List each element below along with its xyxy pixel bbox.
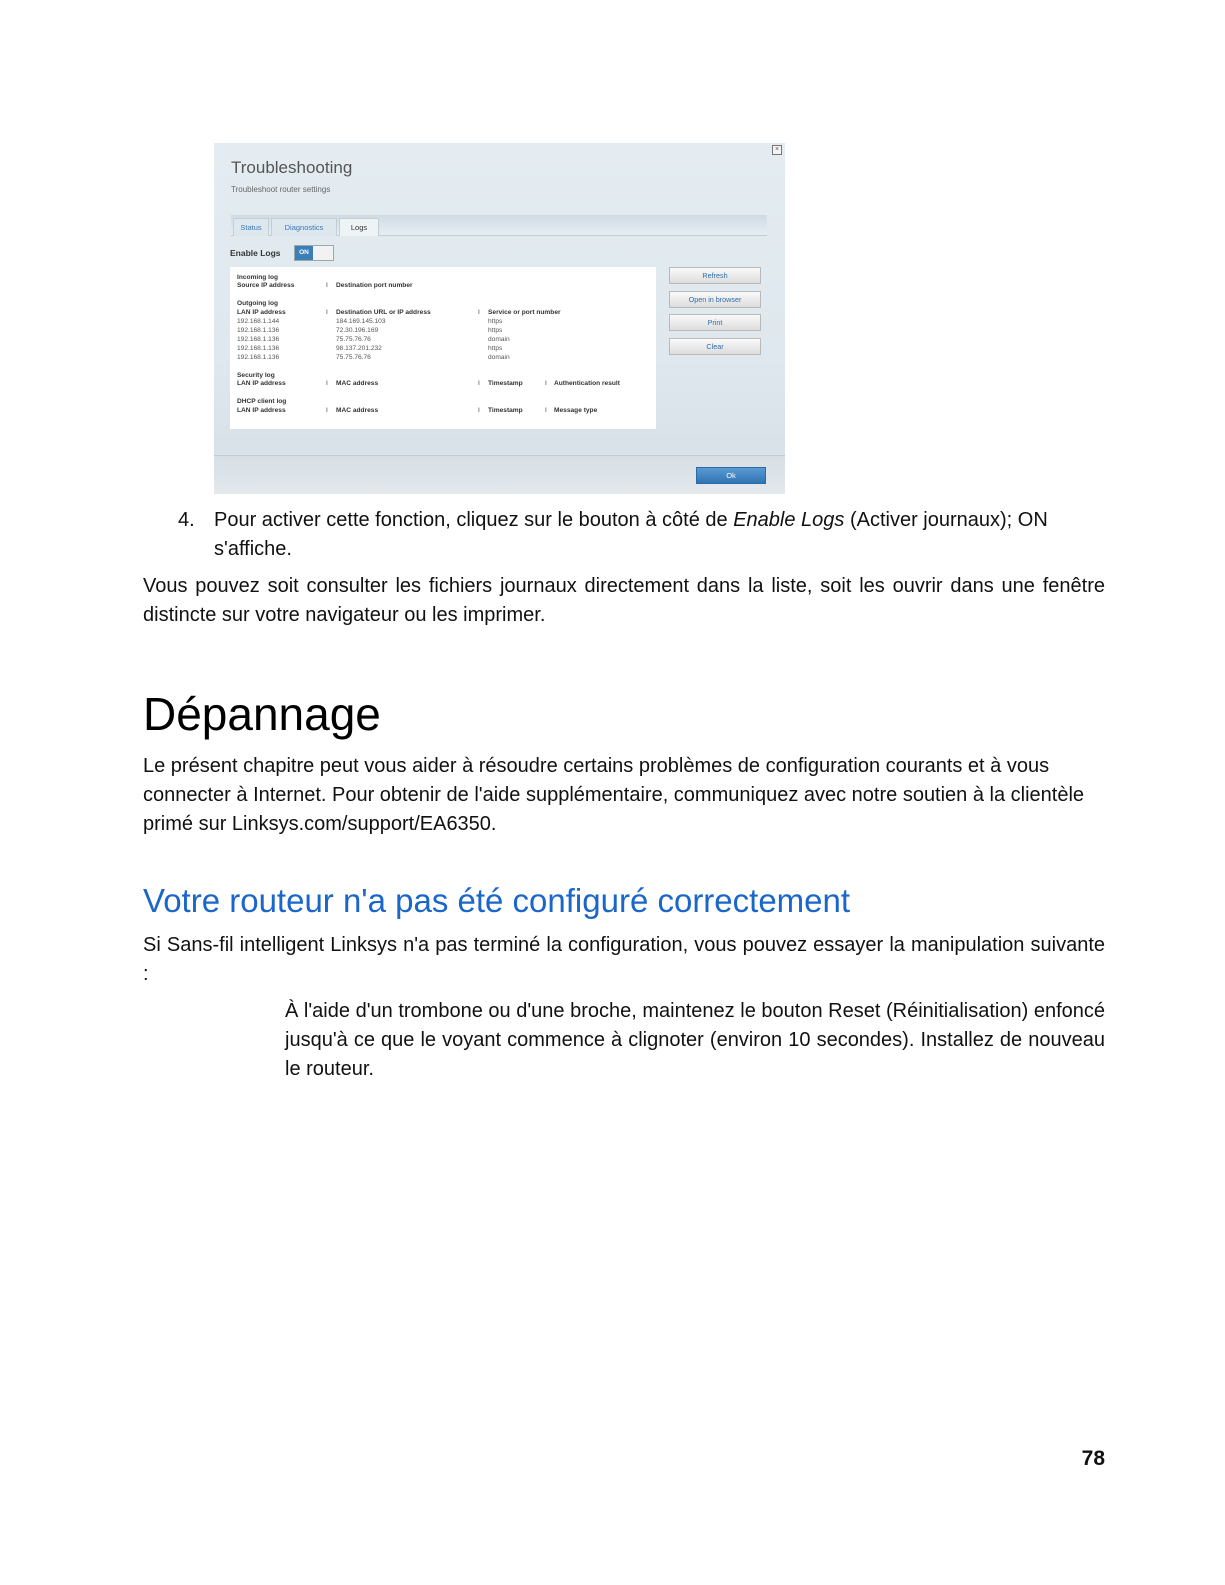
step-text-after: (Activer journaux); ON s'affiche.: [214, 509, 1048, 560]
dhcp-log-title: DHCP client log: [237, 398, 287, 405]
troubleshooting-screenshot: [214, 143, 785, 494]
outgoing-row-dest: 72.30.196.169: [336, 327, 379, 334]
outgoing-log-title: Outgoing log: [237, 300, 279, 307]
dhcp-col-lan-ip: LAN IP address: [237, 407, 286, 414]
outgoing-row-dest: 98.137.201.232: [336, 345, 382, 352]
column-separator: I: [478, 309, 480, 316]
outgoing-col-dest-url: Destination URL or IP address: [336, 309, 431, 316]
refresh-button[interactable]: Refresh: [669, 267, 761, 284]
column-separator: I: [545, 380, 547, 387]
column-separator: I: [478, 380, 480, 387]
enable-logs-term: Enable Logs: [733, 509, 845, 531]
incoming-col-source-ip: Source IP address: [237, 282, 295, 289]
column-separator: I: [326, 380, 328, 387]
toggle-on-state: ON: [295, 246, 313, 260]
outgoing-row-ip: 192.168.1.136: [237, 327, 280, 334]
outgoing-row-dest: 184.169.145.103: [336, 318, 386, 325]
heading-depannage: Dépannage: [143, 688, 381, 740]
dhcp-col-mac: MAC address: [336, 407, 379, 414]
outgoing-row-dest: 75.75.76.76: [336, 354, 371, 361]
outgoing-row-service: domain: [488, 336, 510, 343]
incoming-log-title: Incoming log: [237, 274, 279, 281]
column-separator: I: [478, 407, 480, 414]
column-separator: I: [326, 309, 328, 316]
tab-logs[interactable]: Logs: [339, 218, 379, 236]
paragraph-setup: Si Sans-fil intelligent Linksys n'a pas terminé la configuration, vous pouvez essayer la manipulation suivante :: [143, 934, 1105, 985]
step-number: 4.: [178, 509, 195, 531]
outgoing-row-service: domain: [488, 354, 510, 361]
page-number: 78: [1081, 1447, 1105, 1470]
security-col-timestamp: Timestamp: [488, 380, 523, 387]
paragraph-reset-instructions: À l'aide d'un trombone ou d'une broche, maintenez le bouton Reset (Réinitialisation) enfoncé jusqu'à ce que le voyant commence à clignoter (environ 10 secondes). Installez de nouveau le routeur.: [285, 1000, 1105, 1080]
open-in-browser-button[interactable]: Open in browser: [669, 291, 761, 308]
tab-status[interactable]: Status: [233, 218, 269, 236]
outgoing-row-ip: 192.168.1.136: [237, 336, 280, 343]
tab-bar: [231, 215, 767, 236]
print-button[interactable]: Print: [669, 314, 761, 331]
column-separator: I: [326, 282, 328, 289]
outgoing-col-lan-ip: LAN IP address: [237, 309, 286, 316]
paragraph-logs: Vous pouvez soit consulter les fichiers journaux directement dans la liste, soit les ouvrir dans une fenêtre distincte sur votre navigateur ou les imprimer.: [143, 575, 1105, 626]
dhcp-col-message-type: Message type: [554, 407, 598, 414]
step-text: [214, 506, 1106, 564]
heading-router-not-configured: Votre routeur n'a pas été configuré correctement: [143, 882, 851, 919]
security-col-auth-result: Authentication result: [554, 380, 620, 387]
dhcp-col-timestamp: Timestamp: [488, 407, 523, 414]
step-text-before: Pour activer cette fonction, cliquez sur le bouton à côté de: [214, 509, 734, 531]
close-icon[interactable]: ×: [772, 145, 782, 155]
ok-button[interactable]: Ok: [696, 467, 766, 484]
outgoing-row-ip: 192.168.1.136: [237, 354, 280, 361]
outgoing-col-service: Service or port number: [488, 309, 561, 316]
tab-diagnostics[interactable]: Diagnostics: [271, 218, 337, 236]
incoming-col-dest-port: Destination port number: [336, 282, 413, 289]
outgoing-row-ip: 192.168.1.136: [237, 345, 280, 352]
enable-logs-label: Enable Logs: [230, 248, 281, 258]
outgoing-row-service: https: [488, 318, 503, 325]
column-separator: I: [326, 407, 328, 414]
outgoing-row-ip: 192.168.1.144: [237, 318, 280, 325]
paragraph-intro: Le présent chapitre peut vous aider à résoudre certains problèmes de configuration courants et à vous connecter à Internet. Pour obtenir de l'aide supplémentaire, communiquez avec notre soutien à la clientèle primé sur Linksys.com/support/EA6350.: [143, 755, 1085, 835]
log-list[interactable]: [230, 267, 656, 429]
security-col-lan-ip: LAN IP address: [237, 380, 286, 387]
clear-button[interactable]: Clear: [669, 338, 761, 355]
enable-logs-toggle[interactable]: [294, 245, 334, 261]
outgoing-row-service: https: [488, 345, 503, 352]
column-separator: I: [545, 407, 547, 414]
outgoing-row-dest: 75.75.76.76: [336, 336, 371, 343]
security-log-title: Security log: [237, 372, 275, 379]
security-col-mac: MAC address: [336, 380, 379, 387]
panel-title: Troubleshooting: [231, 158, 353, 177]
outgoing-row-service: https: [488, 327, 503, 334]
panel-subtitle: Troubleshoot router settings: [231, 185, 331, 194]
